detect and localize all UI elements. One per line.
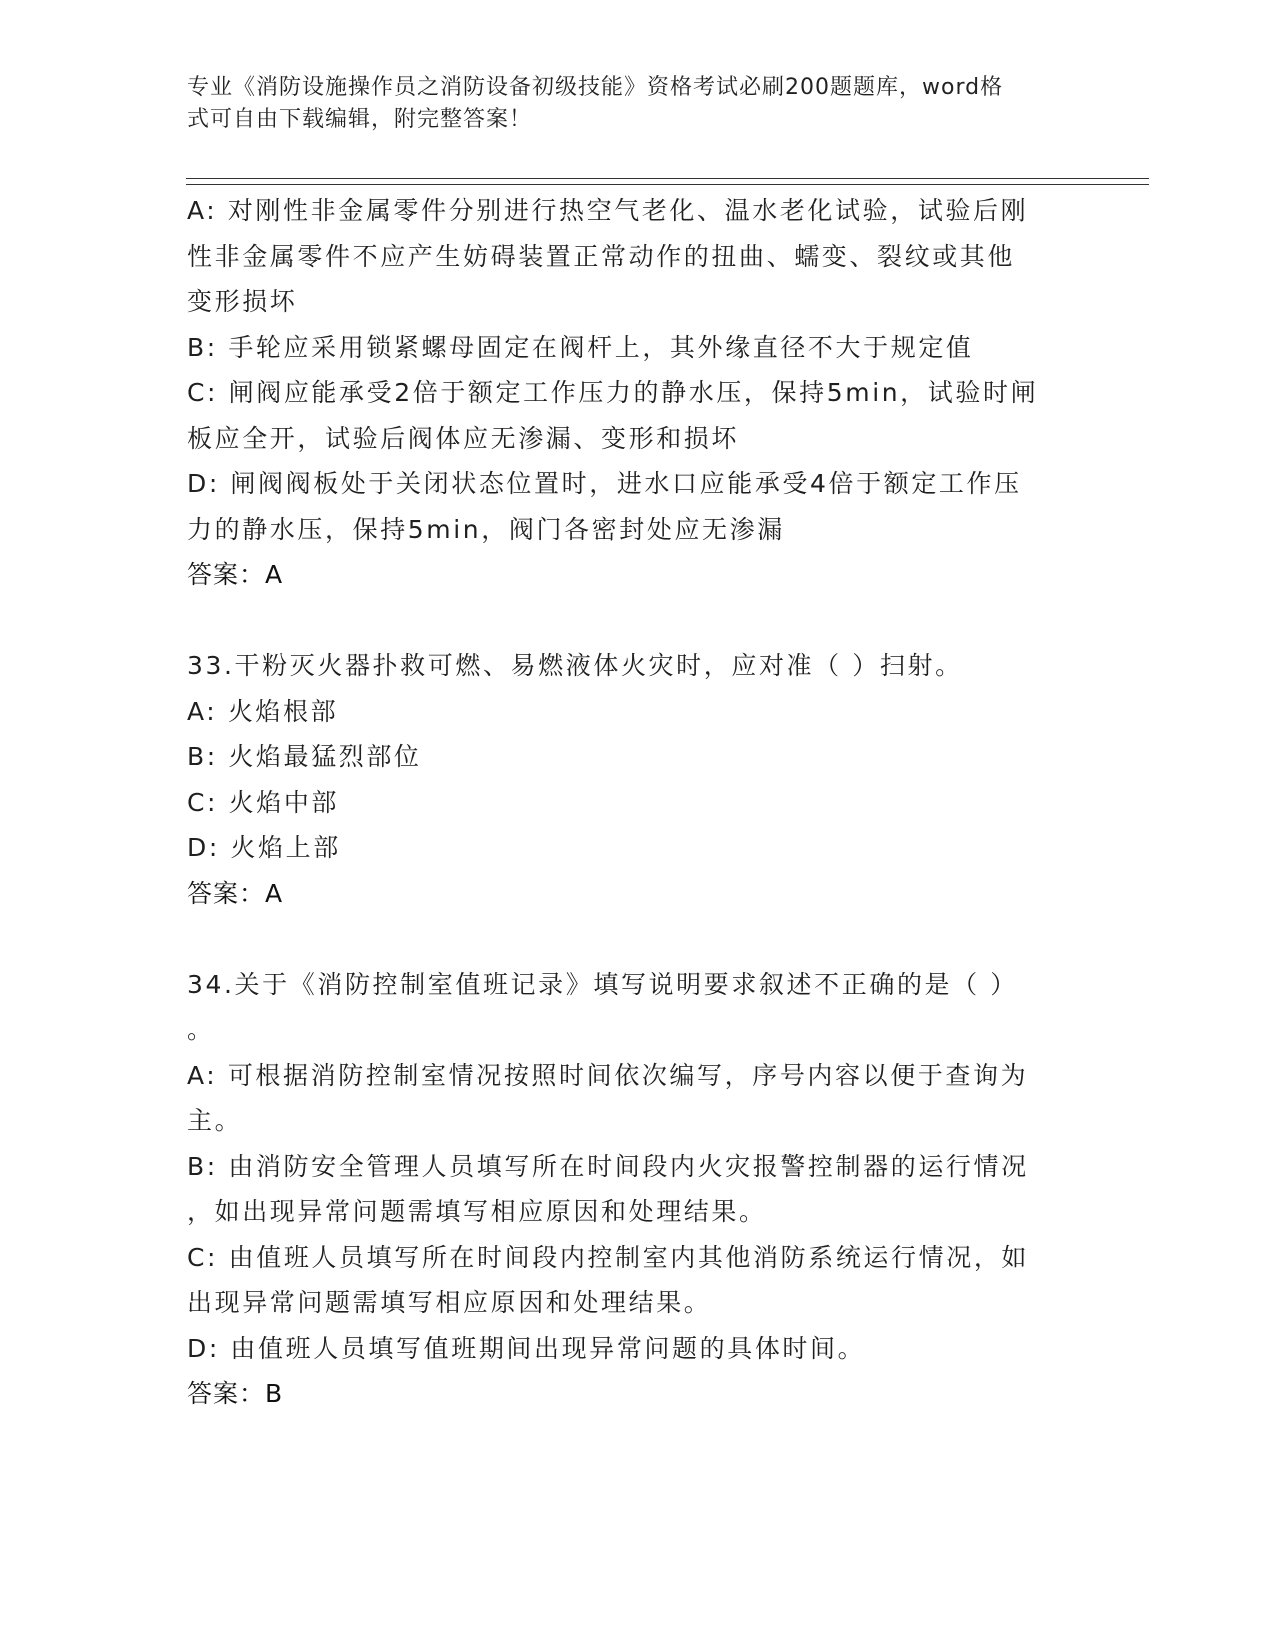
header-rule-top	[186, 178, 1149, 179]
option-b-line: B: 手轮应采用锁紧螺母固定在阀杆上，其外缘直径不大于规定值	[187, 332, 974, 362]
answer-line: 答案：B	[187, 1379, 284, 1408]
option-a-line: 变形损坏	[187, 287, 298, 316]
option-a-line: A: 对刚性非金属零件分别进行热空气老化、温水老化试验，试验后刚	[187, 196, 1029, 225]
option-a-line: A: 可根据消防控制室情况按照时间依次编写，序号内容以便于查询为	[187, 1060, 1029, 1090]
question-34	[187, 962, 1087, 1417]
option-d-line: D: 火焰上部	[187, 833, 341, 862]
answer-line: 答案：A	[187, 878, 284, 908]
option-b-line: ，如出现异常问题需填写相应原因和处理结果。	[187, 1197, 767, 1226]
option-a-line: A: 火焰根部	[187, 696, 339, 726]
header-rule-bottom	[186, 184, 1149, 185]
option-d-line: D: 闸阀阀板处于关闭状态位置时，进水口应能承受4倍于额定工作压	[187, 469, 1022, 498]
question-stem: 。	[187, 1015, 215, 1044]
option-c-line: C: 火焰中部	[187, 787, 340, 817]
option-c-line: 出现异常问题需填写相应原因和处理结果。	[187, 1288, 712, 1317]
option-d-line: D: 由值班人员填写值班期间出现异常问题的具体时间。	[187, 1333, 866, 1363]
option-d-line: 力的静水压，保持5min，阀门各密封处应无渗漏	[187, 514, 785, 544]
option-c-line: 板应全开，试验后阀体应无渗漏、变形和损坏	[187, 423, 740, 453]
header-line-1: 专业《消防设施操作员之消防设备初级技能》资格考试必刷200题题库，word格	[187, 75, 1004, 100]
option-a-line: 主。	[187, 1106, 243, 1135]
spacer	[187, 916, 1087, 962]
document-body	[187, 188, 1087, 1417]
document-header	[187, 72, 1067, 136]
question-stem: 33.干粉灭火器扑救可燃、易燃液体火灾时，应对准（ ）扫射。	[187, 651, 963, 680]
option-b-line: B: 火焰最猛烈部位	[187, 742, 422, 771]
option-b-line: B: 由消防安全管理人员填写所在时间段内火灾报警控制器的运行情况	[187, 1151, 1029, 1181]
prev-question	[187, 188, 1087, 598]
option-c-line: C: 闸阀应能承受2倍于额定工作压力的静水压，保持5min，试验时闸	[187, 378, 1039, 407]
header-line-2: 式可自由下载编辑，附完整答案！	[187, 107, 533, 132]
question-stem: 34.关于《消防控制室值班记录》填写说明要求叙述不正确的是（ ）	[187, 969, 1018, 999]
answer-line: 答案：A	[187, 560, 284, 589]
option-c-line: C: 由值班人员填写所在时间段内控制室内其他消防系统运行情况，如	[187, 1242, 1030, 1272]
question-33	[187, 643, 1087, 916]
option-a-line: 性非金属零件不应产生妨碍装置正常动作的扭曲、蠕变、裂纹或其他	[187, 241, 1016, 271]
spacer	[187, 598, 1087, 644]
